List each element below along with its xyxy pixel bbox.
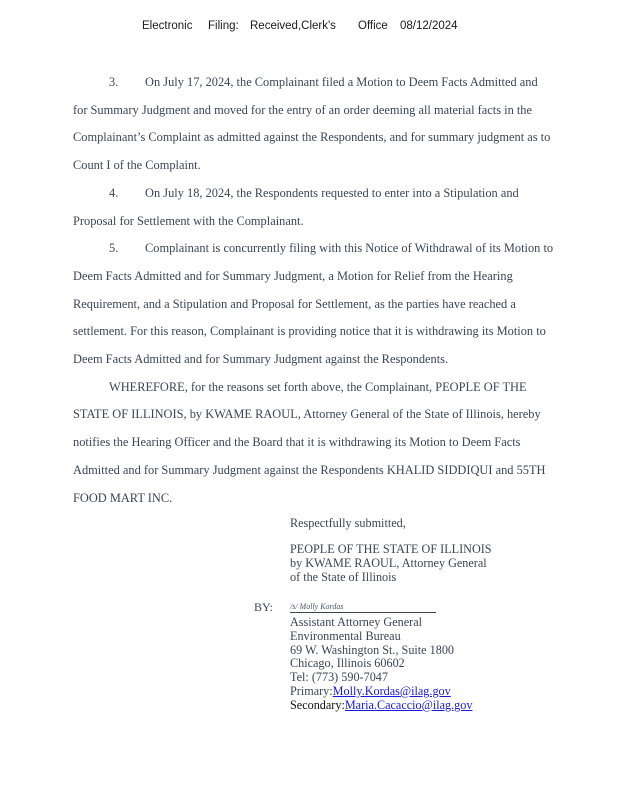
party-line: PEOPLE OF THE STATE OF ILLINOIS (290, 542, 492, 556)
paragraph-line: Deem Facts Admitted and for Summary Judgment against the Respondents. (73, 352, 449, 367)
paragraph-number: 4. (109, 185, 119, 200)
header-date: 08/12/2024 (400, 20, 458, 32)
paragraph-line: Deem Facts Admitted and for Summary Judgment, a Motion for Relief from the Hearing (73, 268, 513, 283)
paragraph-3 (73, 69, 598, 180)
paragraph-wherefore (73, 374, 598, 513)
paragraph-number: 3. (109, 75, 119, 89)
paragraph-line: On July 17, 2024, the Complainant filed a Motion to Deem Facts Admitted and (145, 75, 538, 89)
paragraph-line: Count I of the Complaint. (73, 158, 201, 173)
paragraph-line: Admitted and for Summary Judgment against the Respondents KHALID SIDDIQUI and 55TH (73, 462, 546, 477)
electronic-signature: /s/ Molly Kordas (290, 602, 436, 613)
secondary-email-link[interactable]: Maria.Cacaccio@ilag.gov (344, 697, 473, 712)
party-block (290, 542, 492, 584)
header-filing: Filing: (208, 20, 239, 32)
paragraph-line: STATE OF ILLINOIS, by KWAME RAOUL, Attorney General of the State of Illinois, hereby (73, 407, 541, 422)
paragraph-line: Requirement, and a Stipulation and Proposal for Settlement, as the parties have reached a (73, 296, 516, 311)
paragraph-line: Proposal for Settlement with the Complainant. (73, 213, 304, 228)
contact-line: Chicago, Illinois 60602 (290, 656, 405, 671)
contact-line: Assistant Attorney General (290, 615, 423, 629)
paragraph-5 (73, 235, 598, 374)
paragraph-line: On July 18, 2024, the Respondents requested to enter into a Stipulation and (145, 185, 519, 200)
primary-email-line (290, 685, 472, 699)
paragraph-line: notifies the Hearing Officer and the Board that it is withdrawing its Motion to Deem Facts (73, 435, 521, 450)
primary-label: Primary: (290, 683, 333, 698)
paragraph-4 (73, 180, 598, 235)
paragraph-line: FOOD MART INC. (73, 490, 173, 505)
contact-line: 69 W. Washington St., Suite 1800 (290, 642, 455, 657)
contact-block (290, 616, 472, 713)
paragraph-line: Complainant’s Complaint as admitted against the Respondents, and for summary judgment as to (73, 130, 551, 145)
paragraph-number: 5. (109, 241, 119, 256)
header-electronic: Electronic (142, 20, 193, 32)
filing-stamp-header (142, 20, 458, 32)
contact-line: Tel: (773) 590-7047 (290, 670, 388, 685)
document-body (73, 69, 598, 512)
paragraph-line: for Summary Judgment and moved for the entry of an order deeming all material facts in the (73, 102, 532, 117)
paragraph-line: settlement. For this reason, Complainant is providing notice that it is withdrawing its Motion to (73, 324, 546, 339)
respectfully-submitted: Respectfully submitted, (290, 516, 406, 530)
party-line: of the State of Illinois (290, 570, 397, 584)
header-office: Office (358, 20, 388, 32)
signature-block (290, 516, 492, 584)
primary-email-link[interactable]: Molly.Kordas@ilag.gov (332, 683, 451, 698)
secondary-label: Secondary: (290, 697, 345, 712)
header-received: Received,Clerk's (250, 20, 336, 32)
by-label: BY: (254, 600, 273, 614)
paragraph-line: Complainant is concurrently filing with this Notice of Withdrawal of its Motion to (145, 241, 554, 256)
party-line: by KWAME RAOUL, Attorney General (290, 556, 487, 570)
contact-line: Environmental Bureau (290, 628, 401, 643)
secondary-email-line (290, 699, 472, 713)
paragraph-line: WHEREFORE, for the reasons set forth above, the Complainant, PEOPLE OF THE (109, 379, 527, 394)
